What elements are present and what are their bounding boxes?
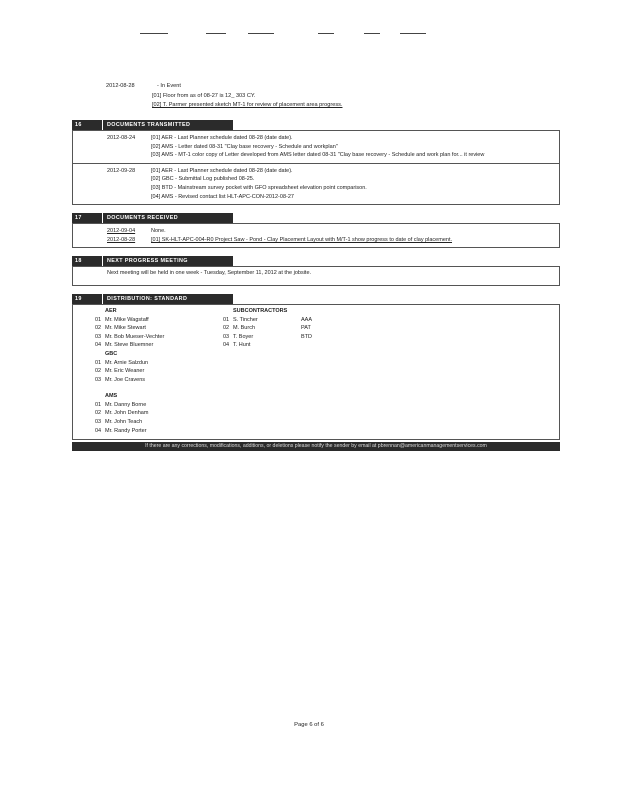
list-item: 04 Mr. Randy Porter (95, 427, 147, 434)
list-item: 03 Mr. Bob Mueser-Vechter (95, 333, 165, 340)
section-number: 18 (72, 256, 102, 266)
list-item: 03 Mr. John Teach (95, 419, 143, 426)
list-item: 01 Mr. Mike Wagstaff (95, 316, 149, 323)
subcontractor-list (223, 307, 423, 435)
list-item: 03 T. Boyer BTD (223, 333, 312, 340)
section-title: DISTRIBUTION: STANDARD (103, 294, 233, 304)
next-meeting-text: Next meeting will be held in one week - Tuesday, September 11, 2012 at the jobsite. (107, 270, 312, 277)
entry-row (73, 131, 559, 163)
entry-date: 2012-08-24 (107, 135, 136, 141)
subcontractors-heading: SUBCONTRACTORS (233, 307, 288, 314)
entry-item: [03] AMS - MT-1 color copy of Letter developed from AMS letter dated 08-31 "Clay base recovery - Schedule and work plan for... it review (151, 152, 485, 159)
group-name: AMS (105, 393, 118, 400)
entry-item: [04] AMS - Revised contact list HLT-APC-CON-2012-08-27 (151, 193, 294, 200)
entry-line: [02] T. Parmer presented sketch MT-1 for review of placement area progress. (152, 102, 343, 108)
entry-date: 2012-09-28 (107, 167, 136, 174)
section-documents-transmitted (72, 120, 560, 205)
entry-row (73, 227, 559, 236)
list-item: 01 S. Tincher AAA (223, 316, 313, 323)
list-item: 02 Mr. Mike Stewart (95, 325, 146, 332)
minutes-document (72, 80, 560, 451)
list-item: 04 Mr. Steve Bluemner (95, 342, 154, 349)
continued-entry (72, 80, 560, 120)
entry-row (73, 163, 559, 204)
list-item: 01 Mr. Danny Borne (95, 401, 147, 408)
entry-item: [01] AER - Last Planner schedule dated 08-28 (date date). (151, 135, 293, 141)
section-header (72, 213, 560, 223)
section-body (72, 130, 560, 205)
section-number: 19 (72, 294, 102, 304)
entry-line: - In Event (157, 83, 181, 89)
entry-item: None. (151, 228, 166, 235)
section-body (72, 266, 560, 286)
group-name: GBC (105, 350, 118, 357)
corrections-notice-bar: If there are any corrections, modifications, additions, or deletions please notify the sender by email at pbrennan@americanmanagementservices.com (72, 442, 560, 451)
entry-item: [01] AER - Last Planner schedule dated 08-28 (date date). (151, 167, 293, 174)
entry-item: [03] BTD - Mainstream survey pocket with GFO spreadsheet elevation point comparison. (151, 184, 367, 191)
entry-row (73, 236, 559, 245)
section-next-meeting (72, 256, 560, 286)
section-header (72, 294, 560, 304)
page-number: Page 6 of 6 (294, 722, 324, 728)
entry-date: 2012-08-28 (106, 83, 135, 89)
list-item: 03 Mr. Joe Cravens (95, 376, 146, 383)
section-header (72, 256, 560, 266)
section-body (72, 304, 560, 440)
section-title: DOCUMENTS RECEIVED (103, 213, 233, 223)
entry-item: [02] GBC - Submittal Log published 08-25. (151, 176, 255, 183)
entry-date: 2012-08-28 (107, 236, 136, 243)
group-name: AER (105, 307, 117, 314)
list-item: 02 Mr. Eric Weaner (95, 368, 145, 375)
entry-date: 2012-09-04 (107, 228, 136, 235)
section-documents-received (72, 213, 560, 248)
list-item: 02 Mr. John Denham (95, 410, 149, 417)
distribution-list (73, 307, 223, 435)
section-number: 17 (72, 213, 102, 223)
entry-line: [01] Floor from as of 08-27 is 12_ 303 CY. (152, 93, 256, 99)
section-number: 16 (72, 120, 102, 130)
section-title: DOCUMENTS TRANSMITTED (103, 120, 233, 130)
section-distribution (72, 294, 560, 440)
section-title: NEXT PROGRESS MEETING (103, 256, 233, 266)
list-item: 01 Mr. Arnie Salzdun (95, 359, 149, 366)
section-body (72, 223, 560, 248)
list-item: 02 M. Burch PAT (223, 325, 311, 332)
header-rule-marks (0, 33, 618, 39)
list-item: 04 T. Hunt (223, 342, 251, 349)
entry-item: [01] SK-HLT-APC-004-R0 Project Saw - Pond - Clay Placement Layout with M/T-1 show progress to date of clay placement. (151, 236, 453, 243)
entry-item: [02] AMS - Letter dated 08-31 "Clay base recovery - Schedule and workplan" (151, 143, 338, 150)
section-header (72, 120, 560, 130)
